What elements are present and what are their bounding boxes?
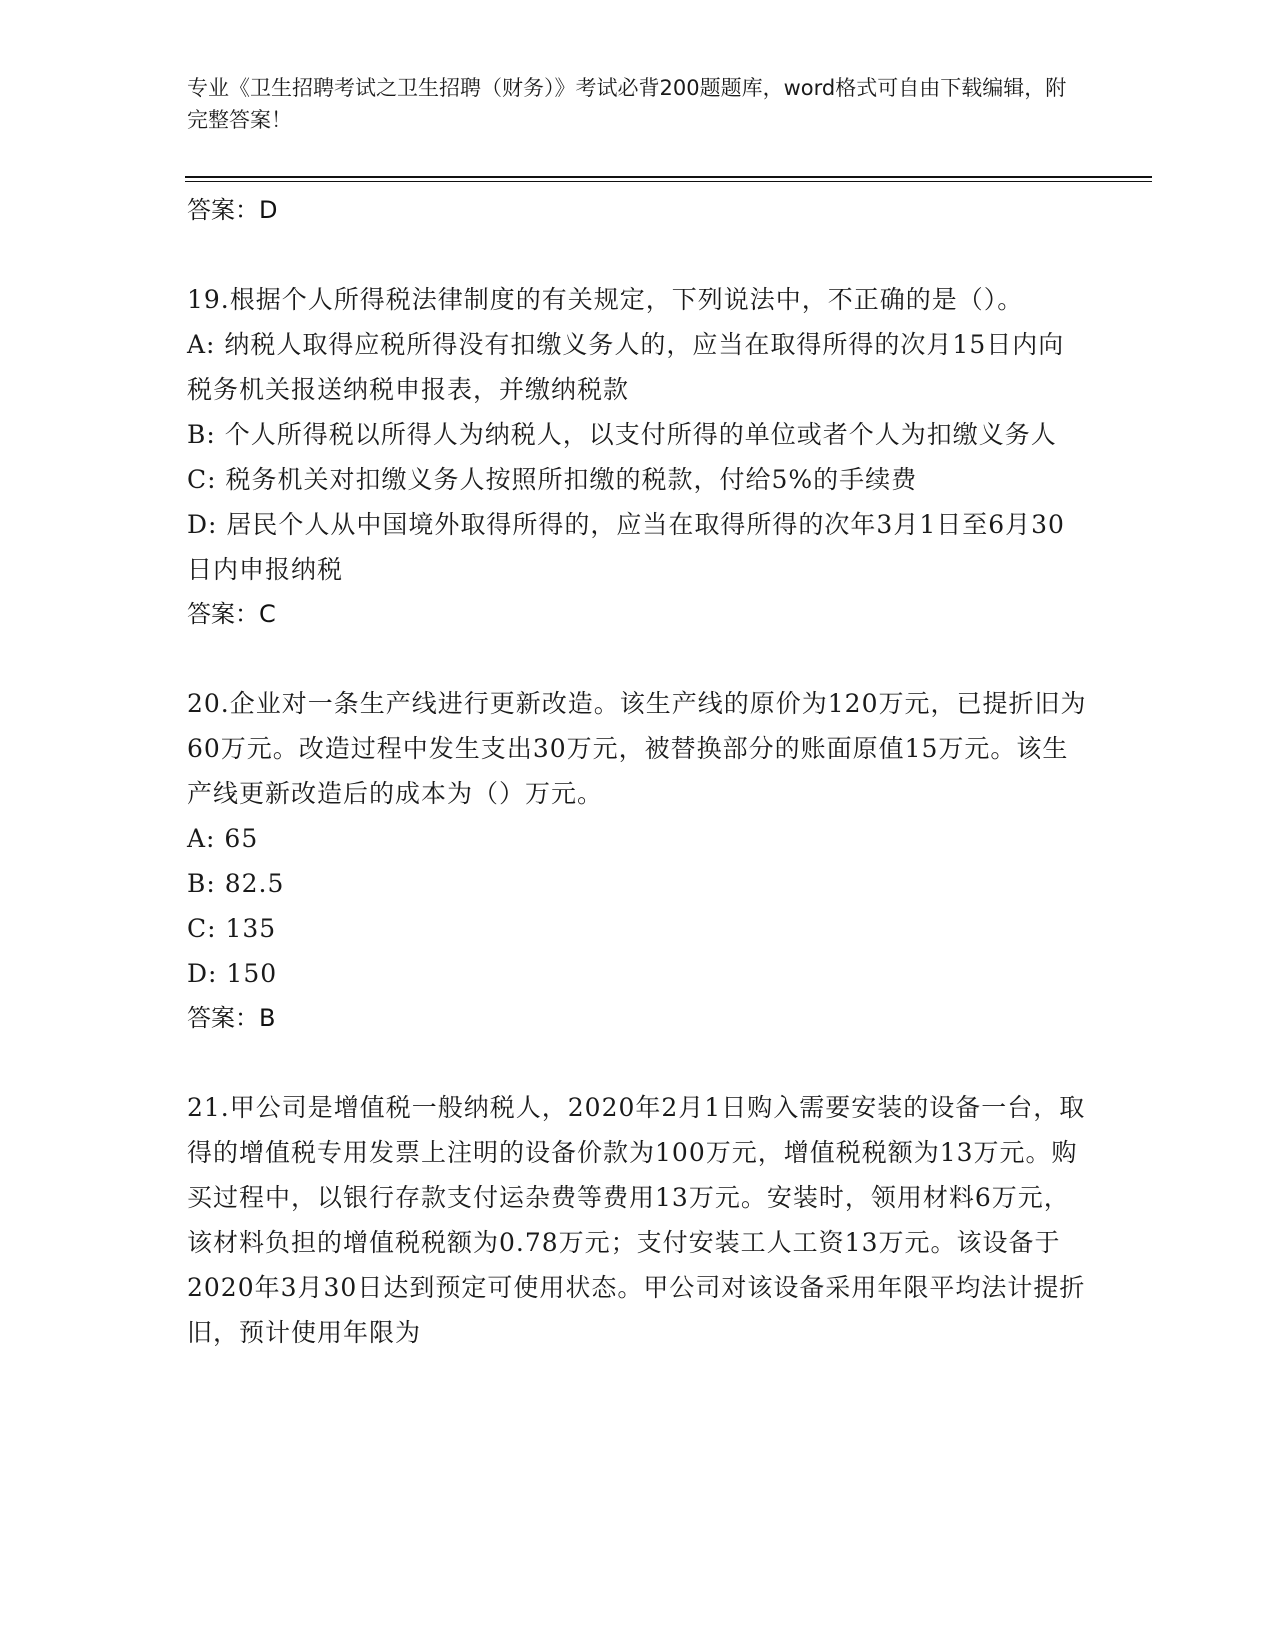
previous-answer: 答案：D: [187, 196, 278, 224]
option-a: A: 65: [187, 824, 259, 853]
document-header: 专业《卫生招聘考试之卫生招聘（财务）》考试必背200题题库，word格式可自由下载编辑，附完整答案！: [187, 76, 1067, 132]
question-stem: 21.甲公司是增值税一般纳税人，2020年2月1日购入需要安装的设备一台，取得的增值税专用发票上注明的设备价款为100万元，增值税税额为13万元。购买过程中，以银行存款支付运杂费等费用13万元。安装时，领用材料6万元，该材料负担的增值税税额为0.78万元；支付安装工人工资13万元。该设备于2020年3月30日达到预定可使用状态。甲公司对该设备采用年限平均法计提折旧，预计使用年限为: [187, 1093, 1086, 1347]
header-rule-thick: [185, 176, 1152, 178]
question-answer: 答案：C: [187, 600, 276, 628]
spacer: [187, 1041, 1087, 1085]
option-b: B: 个人所得税以所得人为纳税人，以支付所得的单位或者个人为扣缴义务人: [187, 420, 1057, 449]
question-19: [187, 277, 1087, 637]
option-b: B: 82.5: [187, 869, 285, 898]
option-a: A: 纳税人取得应税所得没有扣缴义务人的，应当在取得所得的次月15日内向税务机关报送纳税申报表，并缴纳税款: [187, 330, 1065, 404]
spacer: [187, 637, 1087, 681]
option-d: D: 150: [187, 959, 278, 988]
option-c: C: 135: [187, 914, 277, 943]
question-answer: 答案：B: [187, 1004, 276, 1032]
question-20: [187, 681, 1087, 1041]
spacer: [187, 233, 1087, 277]
option-c: C: 税务机关对扣缴义务人按照所扣缴的税款，付给5%的手续费: [187, 465, 918, 494]
option-d: D: 居民个人从中国境外取得所得的，应当在取得所得的次年3月1日至6月30日内申报纳税: [187, 510, 1065, 584]
document-body: [187, 188, 1087, 1355]
question-stem: 20.企业对一条生产线进行更新改造。该生产线的原价为120万元，已提折旧为60万元。改造过程中发生支出30万元，被替换部分的账面原值15万元。该生产线更新改造后的成本为（）万元。: [187, 689, 1087, 808]
question-stem: 19.根据个人所得税法律制度的有关规定，下列说法中，不正确的是（）。: [187, 285, 1024, 314]
question-21: [187, 1085, 1087, 1355]
header-rule-thin: [185, 181, 1152, 182]
